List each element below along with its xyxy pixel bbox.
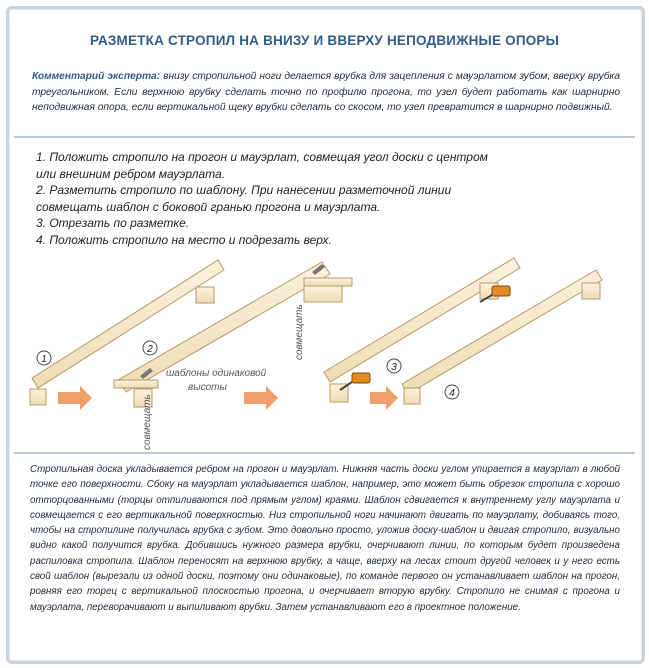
purlin-block	[582, 283, 600, 299]
mauerlat-block	[404, 388, 420, 404]
label-combine-bottom: совмещать	[142, 394, 153, 450]
step-number: 4	[449, 388, 455, 399]
description-text: Стропильная доска укладывается ребром на прогон и мауэрлат. Нижняя часть доски углом упирается в мауэрлат в любой точке его поверхности. Сбоку на мауэрлат укладывается шаблон, например, это может быть обрезок стропила с хорошо отторцованными (торцы отпиливаются под прямым углом) краями. Шаблон сдвигается к внутреннему углу мауэрлата и совмещается с его вертикальной поверхностью. Низ стропильной ноги начинают двигать по мауэрлату, добиваясь того, чтобы на стропилине получилась врубка с зубом. Это довольно просто, уложив доску-шаблон и двигая стропило, визуально видно какой получится врубка. Добившись нужного размера врубки, очерчивают линии, по которым будет произведена распиловка стропила. Шаблон переносят на верхнюю врубку, а чаще, вверху на лесах стоит другой человек и у него есть свой шаблон (вырезали из одной доски, поэтому они одинаковые), по команде первого он устанавливает шаблон на прогон, ровняя его торец с вертикальной плоскостью прогона, и очерчивает вторую врубку. Стропило не снимая с прогона и мауэрлата, переворачивают и выпиливают врубки. Затем устанавливают его в проектное положение.	[30, 464, 620, 613]
arrow-right-icon	[58, 386, 92, 410]
scene-2	[114, 262, 352, 450]
arrow-right-icon	[370, 386, 398, 410]
step-line: 2. Разметить стропило по шаблону. При нанесении разметочной линии	[36, 183, 452, 198]
step-number: 3	[391, 362, 397, 373]
label-templates	[166, 367, 269, 393]
template-board	[304, 278, 352, 286]
step-line: 4. Положить стропило на место и подрезать верх.	[36, 232, 332, 247]
step-number: 2	[147, 344, 153, 355]
saw-icon	[340, 373, 370, 390]
step-line: 3. Отрезать по разметке.	[36, 216, 190, 231]
page-title: РАЗМЕТКА СТРОПИЛ НА ВНИЗУ И ВВЕРХУ НЕПОДВИЖНЫЕ ОПОРЫ	[89, 33, 560, 48]
step-line: 1. Положить стропило на прогон и мауэрлат, совмещая угол доски с центром	[36, 150, 488, 164]
rafter-board	[324, 258, 520, 382]
arrow-right-icon	[244, 386, 278, 410]
comment-label: Комментарий эксперта:	[32, 71, 161, 82]
step-line: или внешним ребром мауэрлата.	[36, 166, 226, 181]
step-line: совмещать шаблон с боковой гранью прогона и мауэрлата.	[36, 199, 381, 214]
template-board	[114, 380, 158, 388]
purlin-block	[304, 286, 342, 302]
mauerlat-block	[30, 389, 46, 405]
step-number: 1	[41, 354, 47, 365]
purlin-block	[196, 287, 214, 303]
label-templates-line2: высоты	[188, 382, 227, 393]
label-templates-line1: шаблоны одинаковой	[166, 368, 267, 379]
comment-text: внизу стропильной ноги делается врубка для зацепления с мауэрлатом зубом, вверху врубка треугольником. Если верхнюю врубку сделать точно по профилю прогона, то узел будет работать как шарнирно неподвижная опора, если вертикальной щеку врубки сделать со скосом, то узел превратится в шарнирно подвижный.	[32, 71, 621, 114]
divider-bottom	[14, 452, 635, 454]
label-combine-top: совмещать	[294, 304, 305, 360]
